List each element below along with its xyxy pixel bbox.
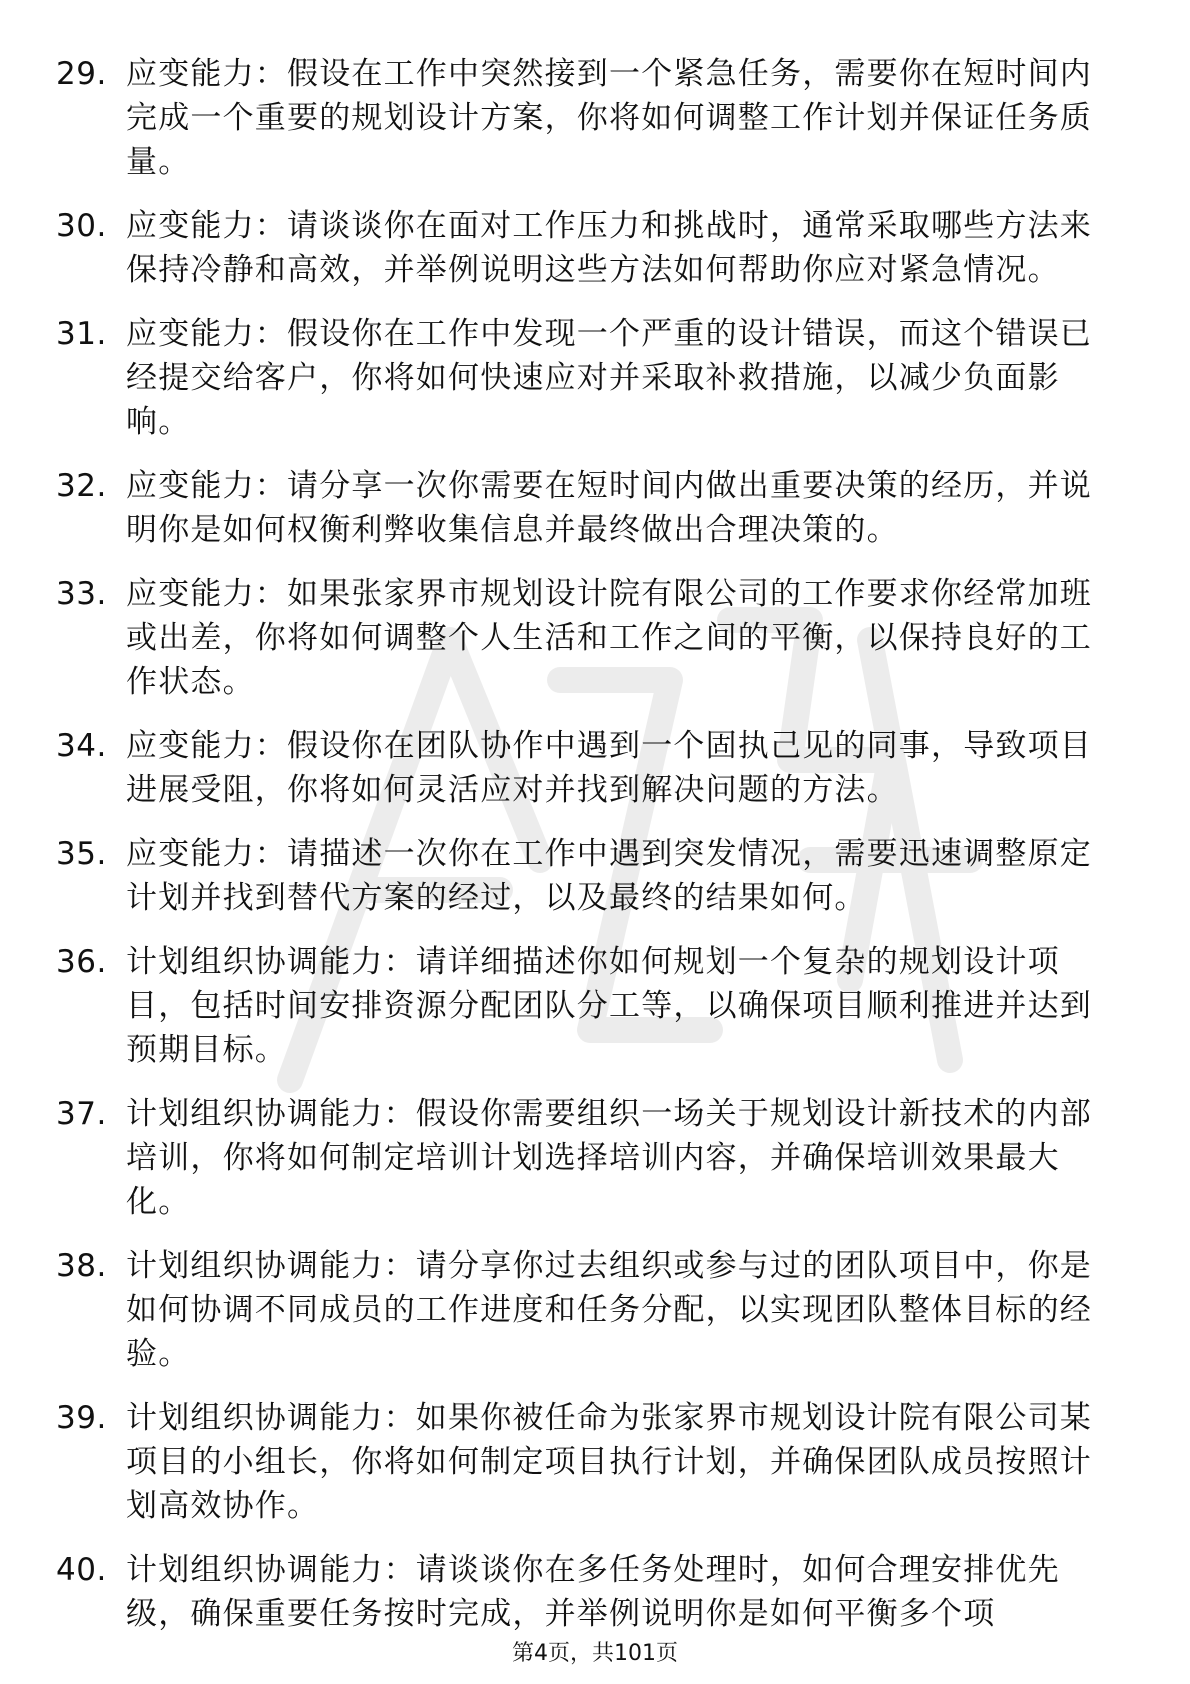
question-number: 29. xyxy=(56,56,107,92)
question-text: 应变能力：如果张家界市规划设计院有限公司的工作要求你经常加班或出差，你将如何调整个人生活和工作之间的平衡，以保持良好的工作状态。 xyxy=(126,576,1092,700)
question-text: 计划组织协调能力：假设你需要组织一场关于规划设计新技术的内部培训，你将如何制定培训计划选择培训内容，并确保培训效果最大化。 xyxy=(126,1096,1092,1220)
question-number: 30. xyxy=(56,208,107,244)
question-text: 应变能力：请描述一次你在工作中遇到突发情况，需要迅速调整原定计划并找到替代方案的经过，以及最终的结果如何。 xyxy=(126,836,1092,916)
question-list xyxy=(56,52,1106,1656)
question-item-31 xyxy=(56,312,1106,444)
question-item-32 xyxy=(56,464,1106,552)
question-text: 应变能力：假设你在团队协作中遇到一个固执己见的同事，导致项目进展受阻，你将如何灵活应对并找到解决问题的方法。 xyxy=(126,728,1092,808)
question-item-38 xyxy=(56,1244,1106,1376)
question-number: 35. xyxy=(56,836,107,872)
question-item-37 xyxy=(56,1092,1106,1224)
question-text: 应变能力：假设你在工作中发现一个严重的设计错误，而这个错误已经提交给客户，你将如何快速应对并采取补救措施，以减少负面影响。 xyxy=(126,316,1092,440)
question-text: 计划组织协调能力：请详细描述你如何规划一个复杂的规划设计项目，包括时间安排资源分配团队分工等，以确保项目顺利推进并达到预期目标。 xyxy=(126,944,1092,1068)
question-number: 31. xyxy=(56,316,107,352)
question-number: 38. xyxy=(56,1248,107,1284)
question-number: 40. xyxy=(56,1552,107,1588)
question-text: 应变能力：假设在工作中突然接到一个紧急任务，需要你在短时间内完成一个重要的规划设计方案，你将如何调整工作计划并保证任务质量。 xyxy=(126,56,1092,180)
question-number: 37. xyxy=(56,1096,107,1132)
question-number: 33. xyxy=(56,576,107,612)
question-text: 应变能力：请谈谈你在面对工作压力和挑战时，通常采取哪些方法来保持冷静和高效，并举例说明这些方法如何帮助你应对紧急情况。 xyxy=(126,208,1092,288)
question-text: 计划组织协调能力：请谈谈你在多任务处理时，如何合理安排优先级，确保重要任务按时完成，并举例说明你是如何平衡多个项 xyxy=(126,1552,1060,1632)
question-item-33 xyxy=(56,572,1106,704)
question-item-36 xyxy=(56,940,1106,1072)
question-text: 计划组织协调能力：请分享你过去组织或参与过的团队项目中，你是如何协调不同成员的工作进度和任务分配，以实现团队整体目标的经验。 xyxy=(126,1248,1092,1372)
question-text: 应变能力：请分享一次你需要在短时间内做出重要决策的经历，并说明你是如何权衡利弊收集信息并最终做出合理决策的。 xyxy=(126,468,1092,548)
question-number: 39. xyxy=(56,1400,107,1436)
question-text: 计划组织协调能力：如果你被任命为张家界市规划设计院有限公司某项目的小组长，你将如何制定项目执行计划，并确保团队成员按照计划高效协作。 xyxy=(126,1400,1092,1524)
question-number: 34. xyxy=(56,728,107,764)
question-number: 36. xyxy=(56,944,107,980)
question-item-30 xyxy=(56,204,1106,292)
question-item-39 xyxy=(56,1396,1106,1528)
page-number-footer: 第4页，共101页 xyxy=(512,1641,678,1666)
question-item-29 xyxy=(56,52,1106,184)
question-number: 32. xyxy=(56,468,107,504)
question-item-35 xyxy=(56,832,1106,920)
question-item-40 xyxy=(56,1548,1106,1636)
question-item-34 xyxy=(56,724,1106,812)
